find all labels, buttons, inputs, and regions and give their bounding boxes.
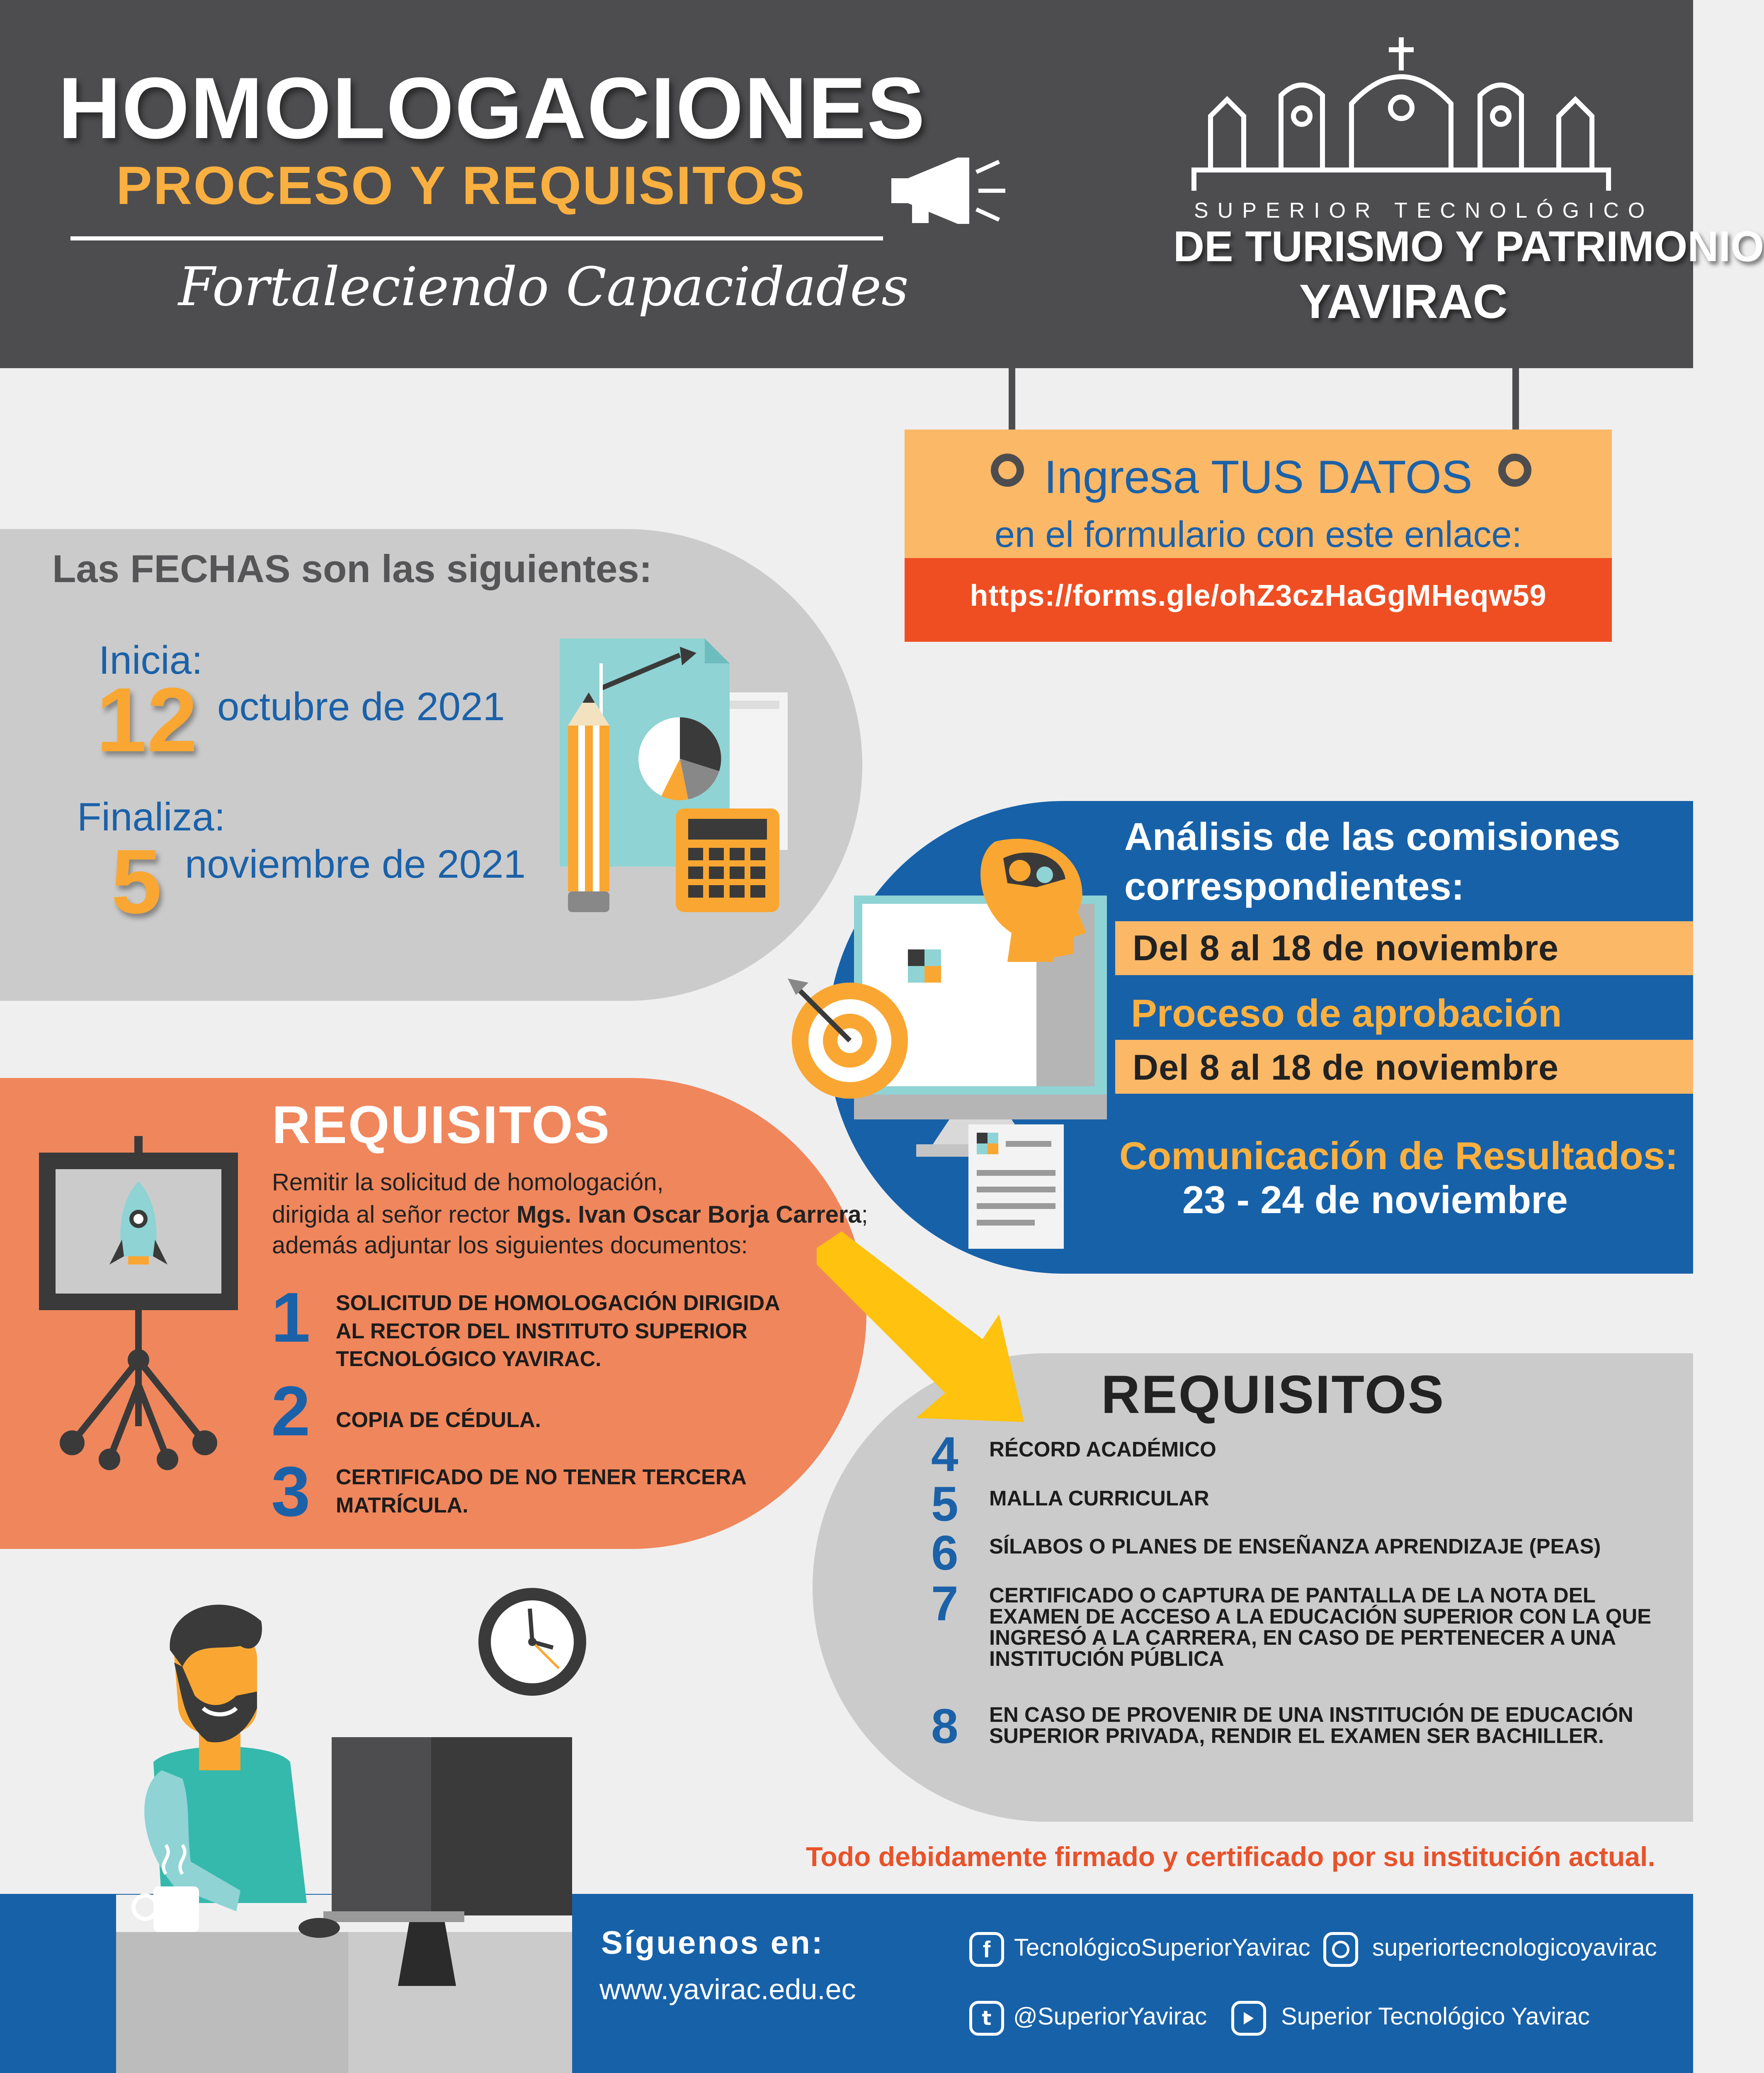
approval-dates: Del 8 al 18 de noviembre bbox=[1133, 1048, 1559, 1087]
requirements-a-intro-2 bbox=[272, 1201, 868, 1228]
requirement-text: CERTIFICADO DE NO TENER TERCERA MATRÍCULA. bbox=[336, 1465, 746, 1517]
instagram-handle[interactable]: superiortecnologicoyavirac bbox=[1372, 1934, 1657, 1961]
rocket-presentation-icon bbox=[35, 1136, 242, 1476]
results-dates: 23 - 24 de noviembre bbox=[1182, 1178, 1568, 1221]
twitter-icon[interactable]: t bbox=[969, 2001, 1004, 2036]
analysis-title-1: Análisis de las comisiones bbox=[1124, 815, 1621, 858]
requirements-a-intro-3: además adjuntar los siguientes documentos: bbox=[272, 1232, 748, 1259]
signature-note: Todo debidamente firmado y certificado por su institución actual. bbox=[806, 1841, 1655, 1872]
rector-name: Mgs. Ivan Oscar Borja Carrera bbox=[516, 1201, 861, 1228]
twitter-handle[interactable]: @SuperiorYavirac bbox=[1013, 2003, 1207, 2030]
logo-superior-tecnologico: SUPERIOR TECNOLÓGICO bbox=[1194, 199, 1654, 223]
requirements-a-intro-1: Remitir la solicitud de homologación, bbox=[272, 1169, 664, 1196]
requirement-text: SOLICITUD DE HOMOLOGACIÓN DIRIGIDA AL RECTOR DEL INSTITUTO SUPERIOR TECNOLÓGICO YAVIRAC. bbox=[336, 1291, 779, 1371]
page-subtitle: PROCESO Y REQUISITOS bbox=[116, 155, 806, 216]
facebook-handle[interactable]: TecnológicoSuperiorYavirac bbox=[1014, 1934, 1310, 1961]
youtube-handle[interactable]: Superior Tecnológico Yavirac bbox=[1281, 2003, 1590, 2030]
requirement-num: 3 bbox=[271, 1452, 311, 1531]
intro-punct: ; bbox=[861, 1201, 868, 1228]
requirement-num: 4 bbox=[931, 1427, 958, 1482]
page-title: HOMOLOGACIONES bbox=[58, 59, 926, 157]
logo-institute-name: DE TURISMO Y PATRIMONIO bbox=[1173, 223, 1764, 271]
requirement-num: 6 bbox=[931, 1526, 958, 1580]
approval-title: Proceso de aprobación bbox=[1131, 991, 1562, 1035]
start-label: Inicia: bbox=[99, 638, 203, 682]
document-icon bbox=[968, 1124, 1064, 1249]
requirement-text: MALLA CURRICULAR bbox=[989, 1486, 1209, 1510]
form-heading: Ingresa TUS DATOS bbox=[1044, 451, 1473, 503]
requirement-num: 1 bbox=[271, 1278, 311, 1357]
website-link[interactable]: www.yavirac.edu.ec bbox=[599, 1973, 856, 2005]
calculator-icon bbox=[676, 808, 779, 912]
requirement-text: COPIA DE CÉDULA. bbox=[336, 1408, 541, 1432]
end-month: noviembre de 2021 bbox=[185, 842, 526, 886]
dates-title: Las FECHAS son las siguientes: bbox=[52, 547, 652, 590]
requirement-text: EN CASO DE PROVENIR DE UNA INSTITUCIÓN DE EDUCACIÓN SUPERIOR PRIVADA, RENDIR EL EXAMEN SER BACHILLER. bbox=[989, 1703, 1633, 1748]
youtube-icon[interactable] bbox=[1231, 2001, 1266, 2036]
start-day: 12 bbox=[96, 669, 198, 771]
facebook-icon[interactable]: f bbox=[969, 1932, 1004, 1967]
intro-text: dirigida al señor rector bbox=[272, 1201, 517, 1228]
church-logo-icon bbox=[1186, 33, 1617, 199]
form-link[interactable]: https://forms.gle/ohZ3czHaGgMHeqw59 bbox=[970, 579, 1547, 612]
pencil-icon bbox=[568, 726, 609, 891]
instagram-icon[interactable] bbox=[1323, 1932, 1358, 1967]
requirement-num: 5 bbox=[931, 1477, 958, 1532]
requirement-num: 8 bbox=[931, 1699, 958, 1754]
form-instruction: en el formulario con este enlace: bbox=[995, 514, 1522, 555]
arrow-icon bbox=[808, 1231, 1032, 1426]
results-title: Comunicación de Resultados: bbox=[1119, 1134, 1678, 1177]
analysis-dates: Del 8 al 18 de noviembre bbox=[1133, 928, 1559, 968]
person-computer-icon bbox=[99, 1571, 572, 2073]
requirement-num: 7 bbox=[931, 1576, 958, 1631]
requirement-text: SÍLABOS O PLANES DE ENSEÑANZA APRENDIZAJE (PEAS) bbox=[989, 1534, 1601, 1558]
requirement-text: RÉCORD ACADÉMICO bbox=[989, 1437, 1216, 1461]
requirements-a-title: REQUISITOS bbox=[272, 1095, 611, 1155]
requirement-text: CERTIFICADO O CAPTURA DE PANTALLA DE LA NOTA DEL EXAMEN DE ACCESO A LA EDUCACIÓN SUPERIOR CON LA QUE INGRESÓ A LA CARRERA, EN CASO DE PERTENECER A UNA INSTITUCIÓN PÚBLICA bbox=[989, 1583, 1652, 1670]
start-month: octubre de 2021 bbox=[217, 685, 505, 729]
analysis-title-2: correspondientes: bbox=[1124, 864, 1465, 908]
megaphone-icon bbox=[887, 153, 1012, 228]
logo-yavirac: YAVIRAC bbox=[1299, 274, 1508, 328]
end-day: 5 bbox=[111, 830, 162, 932]
tagline: Fortaleciendo Capacidades bbox=[178, 256, 909, 318]
requirement-num: 2 bbox=[271, 1372, 311, 1451]
end-label: Finaliza: bbox=[77, 795, 226, 839]
header-divider bbox=[70, 236, 883, 240]
requirements-b-title: REQUISITOS bbox=[1101, 1364, 1445, 1425]
follow-label: Síguenos en: bbox=[601, 1924, 824, 1961]
